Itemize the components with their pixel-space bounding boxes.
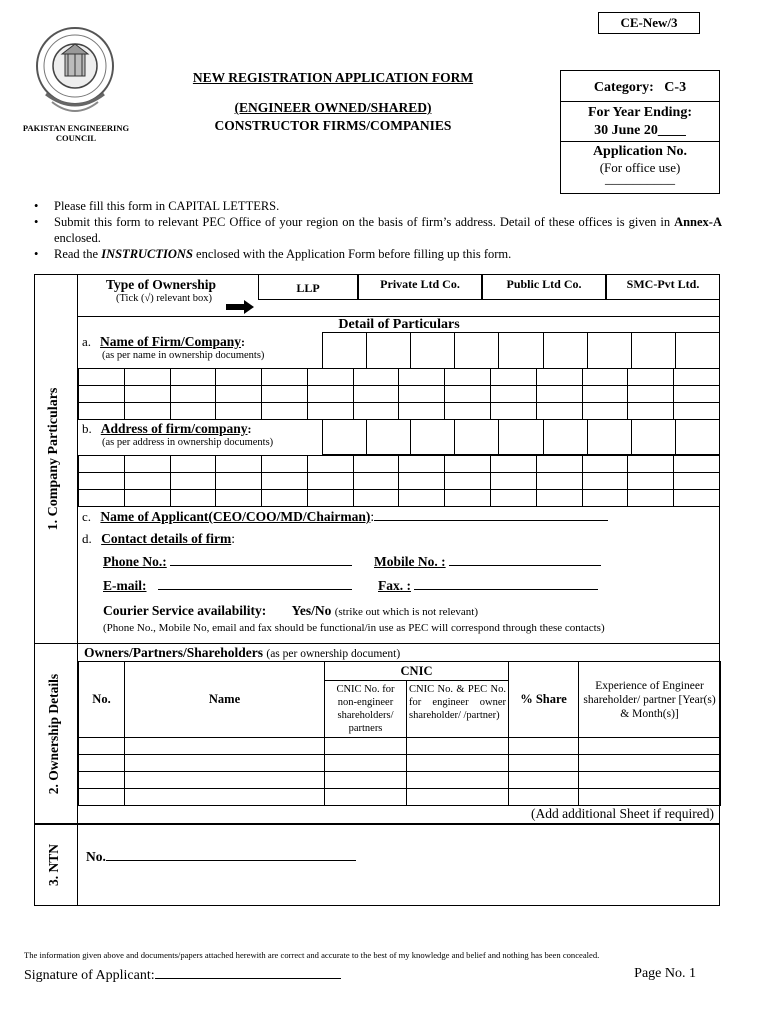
address-hint: (as per address in ownership documents) [102,437,274,448]
owners-header [84,645,400,661]
instruction-2: • Submit this form to relevant PEC Office of your region on the basis of firm’s address. Detail of these offices is given in Annex-A enclosed. [30,214,722,246]
page-number: Page No. 1 [634,966,696,981]
signature-field[interactable] [155,966,341,979]
form-code-box [598,12,700,34]
contact-label: Contact details of firm [101,531,232,546]
firm-name-label-block: a. Name of Firm/Company: (as per name in ownership documents) [82,334,322,361]
form-code: CE-New/3 [620,15,678,30]
form-subtitle-2: CONSTRUCTOR FIRMS/COMPANIES [214,118,452,133]
category-label: Category: [593,80,654,95]
declaration: The information given above and documents/papers attached herewith are correct and accurate to the best of my knowledge and belief and nothing has been concealed. [24,950,600,960]
arrow-right-icon [226,300,254,314]
owners-header-hint: (as per ownership document) [266,648,401,660]
section1-label: 1. Company Particulars [46,387,61,531]
fax-label: Fax. : [378,578,411,593]
section2-label: 2. Ownership Details [46,673,61,795]
firm-name-prefix: a. [82,334,92,349]
instruction-3: • Read the INSTRUCTIONS enclosed with the Application Form before filling up this form. [30,246,722,262]
email-row [103,577,352,594]
ownership-row [78,274,720,316]
contact-prefix: d. [82,531,92,546]
address-label: Address of firm/company [100,421,248,436]
instructions [30,198,722,262]
address-grid[interactable] [78,455,720,507]
category-box [560,70,720,194]
applicant-prefix: c. [82,509,92,524]
applicant-row: c. Name of Applicant(CEO/COO/MD/Chairman): [82,508,608,525]
signature-label: Signature of Applicant: [24,968,155,983]
year-ending-line2[interactable]: 30 June 20____ [561,123,719,142]
owners-row[interactable] [79,789,721,806]
owners-header-label: Owners/Partners/Shareholders [84,645,263,660]
owners-col-cnic: CNIC [325,662,509,681]
org-name-line2: COUNCIL [55,133,97,143]
phone-row [103,553,352,570]
applicant-field[interactable] [374,508,608,521]
application-no-label: Application No. [592,144,688,159]
ownership-option-smc[interactable]: SMC-Pvt Ltd. [606,274,720,300]
ownership-option-private[interactable]: Private Ltd Co. [358,274,482,300]
detail-header: Detail of Particulars [338,317,460,332]
owners-col-cnic-nonengineer: CNIC No. for non-engineer shareholders/ partners [325,681,407,738]
courier-hint: (strike out which is not relevant) [334,606,479,618]
pec-logo [34,24,116,120]
email-label: E-mail: [103,578,147,593]
signature-row [24,966,341,984]
application-no-blank[interactable]: __________ [605,172,675,187]
ntn-field[interactable] [106,848,356,861]
ntn-label: No. [86,849,106,864]
owners-row[interactable] [79,772,721,789]
fax-field[interactable] [414,577,598,590]
pec-seal-icon [34,24,116,120]
address-label-block: b. Address of firm/company: (as per address in ownership documents) [82,421,322,448]
email-field[interactable] [158,577,352,590]
mobile-field[interactable] [449,553,601,566]
firm-name-label: Name of Firm/Company [100,334,242,349]
phone-label: Phone No.: [103,554,167,569]
owners-col-share: % Share [509,662,579,738]
contact-note: (Phone No., Mobile No, email and fax should be functional/in use as PEC will correspond through these contacts) [103,622,605,634]
contact-row: d. Contact details of firm: [82,531,235,546]
ownership-hint: (Tick (√) relevant box) [116,293,213,304]
firm-name-grid-top[interactable] [322,332,720,369]
mobile-row [374,553,601,570]
title-block [160,70,506,134]
section-ntn [34,824,720,906]
category-value: C-3 [664,80,687,95]
phone-field[interactable] [170,553,352,566]
owners-row[interactable] [79,738,721,755]
application-no-note: (For office use) [599,160,681,175]
year-ending-line1: For Year Ending: [588,105,692,120]
section3-label: 3. NTN [46,844,61,887]
owners-row[interactable] [79,755,721,772]
applicant-label: Name of Applicant(CEO/COO/MD/Chairman) [100,509,371,524]
fax-row [378,577,598,594]
owners-col-cnic-engineer: CNIC No. & PEC No. for engineer owner shareholder/ /partner) [407,681,509,738]
org-name-line1: PAKISTAN ENGINEERING [22,123,130,133]
courier-row [103,603,478,619]
ntn-row [86,848,356,865]
ownership-option-llp[interactable]: LLP [258,274,358,300]
firm-name-hint: (as per name in ownership documents) [102,350,265,361]
owners-col-experience: Experience of Engineer shareholder/ partner [Year(s) & Month(s)] [579,662,721,738]
address-prefix: b. [82,421,92,436]
owners-col-name: Name [125,662,325,738]
address-grid-top[interactable] [322,419,720,455]
ownership-option-public[interactable]: Public Ltd Co. [482,274,606,300]
add-sheet-note: (Add additional Sheet if required) [531,806,714,821]
ownership-label: Type of Ownership [106,277,217,292]
instruction-1: • Please fill this form in CAPITAL LETTERS. [30,198,722,214]
owners-table [78,661,721,806]
form-title: NEW REGISTRATION APPLICATION FORM [192,70,474,85]
mobile-label: Mobile No. : [374,554,446,569]
form-subtitle-1: (ENGINEER OWNED/SHARED) [234,100,432,115]
owners-col-no: No. [79,662,125,738]
courier-label: Courier Service availability: [103,603,267,618]
category-row [561,71,719,102]
org-name [6,123,146,143]
firm-name-grid[interactable] [78,368,720,420]
courier-value[interactable]: Yes/No [291,603,332,618]
